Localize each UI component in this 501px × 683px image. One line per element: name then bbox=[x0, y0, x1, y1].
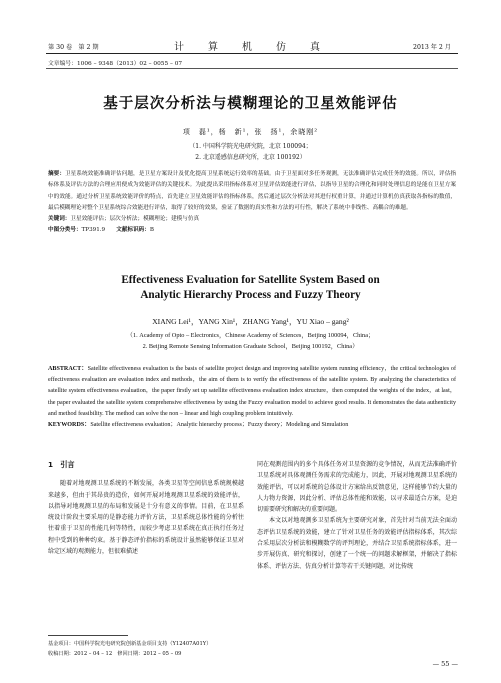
left-column bbox=[48, 459, 244, 557]
chinese-keywords bbox=[48, 214, 456, 225]
intro-paragraph-right-2: 本文以对地观测多卫星系统为主要研究对象，首先针对当前无法全面动态评估卫星系统的效能，建立了针对卫星任务的效能评估指标体系，其次综合采用层次分析法和模糊数学的评判理论，并结合卫星系统指标体系，进一步开展仿真、研究和探讨，创建了一个统一的问题求解框架，并解决了指标体系、评估方法、仿真分析计算等若干关键问题，对比传统 bbox=[257, 517, 457, 570]
section-1-heading: 1 引言 bbox=[48, 460, 75, 469]
english-abstract bbox=[48, 364, 456, 420]
doc-code-value: B bbox=[149, 227, 154, 234]
clc-value: TP391.9 bbox=[81, 227, 106, 234]
english-title-line-2: Analytic Hierarchy Process and Fuzzy Theory bbox=[140, 289, 361, 301]
chinese-abstract bbox=[48, 169, 456, 214]
english-abstract-text: Satellite effectiveness evaluation is the basis of satellite project design and improving satellite system running efficiency，the critical technologies of effectiveness evaluation are evaluation index and methods，the aim of them is to verify the effectiveness of the satellite system. By analyzing the characteristics of satellite system effectiveness evaluation，the paper firstly set up satellite effectiveness evaluation index structure，then computed the weights of the index，at last，the paper evaluated the satellite system comprehensive effectiveness by using the Fuzzy evaluation model to achieve good results. It demonstrates the data authenticity and method feasibility. The method can solve the non – linear and high coupling problem intuitively. bbox=[48, 366, 456, 417]
chinese-abstract-label: 摘要： bbox=[48, 171, 66, 177]
english-keywords bbox=[48, 420, 456, 431]
right-column bbox=[257, 459, 457, 572]
english-affiliations bbox=[0, 330, 501, 352]
classification bbox=[48, 225, 456, 236]
doc-code-label: 文献标识码： bbox=[116, 227, 150, 234]
journal-name: 计 算 机 仿 真 bbox=[174, 42, 327, 53]
chinese-affiliation-2: 2. 北京遥感信息研究所，北京 100192） bbox=[195, 154, 306, 161]
intro-paragraph-left: 随着对地观测卫星系统的不断发展，各类卫星等空间信息系统规模越来越多，但由于其昂贵的造价，如何开展对地观测卫星系统的效能评估，以指导对地观测卫星的布局和发展是十分有意义的事情。目前，在卫星系统设计阶段主要采用的是静态能力评价方法，卫星系统总体性能的分析往往着重于卫星的性能几何等特性，而较少考虑卫星系统在真正执行任务过程中受到的种种约束。基于静态评价指标的系统设计虽然能够保证卫星对给定区域的观测能力，但很难描述 bbox=[48, 480, 244, 556]
chinese-affiliations bbox=[0, 141, 501, 163]
chinese-affiliation-1: （1. 中国科学院光电研究院，北京 100094； bbox=[189, 143, 312, 150]
header-rule bbox=[46, 53, 458, 54]
chinese-title: 基于层次分析法与模糊理论的卫星效能评估 bbox=[103, 96, 398, 112]
chinese-keywords-label: 关键词： bbox=[48, 216, 71, 223]
english-abstract-block bbox=[48, 364, 456, 431]
received-dates: 收稿日期：2012 – 04 – 12 修回日期：2012 – 05 – 09 bbox=[48, 650, 182, 657]
header-subrule bbox=[46, 68, 458, 69]
chinese-abstract-text: 卫星系统效能准确评估问题，是卫星方案设计及优化提高卫星系统运行效率的基础。由于卫星面对多任务观测，无法准确评估完成任务的效能。所以，评估指标体系及评估方法的合理应用便成为效能评估的关键技术。为此提出采用指标体系对卫星评估效能进行评估，以指导卫星的合理化和同时处理信息的是能在卫星方案中的效能。通过分析卫星系统效能评价的特点，首先建立卫星效能评估的指标体系，然后通过层次分析法对其进行权重计算，并通过计算机仿真获取各指标的数值，最后模糊理论对整个卫星系统综合效能进行评估，取得了较好的效果，验证了数据的真实性和方法的可行性，解决了系统中非线性、高耦合的难题。 bbox=[48, 171, 456, 211]
publication-date: 2013 年 2 月 bbox=[413, 44, 451, 51]
english-title-line-1: Effectiveness Evaluation for Satellite System Based on bbox=[121, 274, 380, 286]
article-number: 文章编号：1006 – 9348（2013）02 – 0055 – 07 bbox=[48, 61, 183, 67]
volume-issue: 第 30 卷 第 2 期 bbox=[48, 44, 99, 51]
page-number: — 55 — bbox=[432, 660, 458, 668]
english-affiliation-1: （1. Academy of Opto – Electronics，Chinese Academy of Sciences，Beijing 100094，China； bbox=[126, 332, 375, 339]
chinese-abstract-block bbox=[48, 169, 456, 237]
english-keywords-text: Satellite effectiveness evaluation；Analytic hierarchy process；Fuzzy theory；Modeling and Simulation bbox=[90, 422, 349, 429]
intro-paragraph-right-1: 同在观测范围内的多个具体任务对卫星资源的竞争情况，从而无法准确评价卫星系统对具体观测任务需求的完成能力，因此，开展对地观测卫星系统的效能评估，可以对系统的总体设计方案给出反馈意见，这样能够节约大量的人力物力资源，因此分析、评估总体性能和效能，以寻求最适合方案，是迫切需要研究和解决的重要问题。 bbox=[257, 461, 457, 514]
english-title bbox=[0, 273, 501, 303]
chinese-authors: 项 磊¹，杨 新¹，张 扬¹，余晓刚² bbox=[182, 128, 319, 136]
footnote bbox=[48, 640, 258, 659]
clc-label: 中图分类号： bbox=[48, 227, 82, 234]
english-keywords-label: KEYWORDS： bbox=[48, 422, 91, 429]
chinese-keywords-text: 卫星效能评估；层次分析法；模糊理论；建模与仿真 bbox=[70, 216, 200, 223]
english-authors: XIANG Lei¹，YANG Xin¹，ZHANG Yang¹，YU Xiao – gang² bbox=[152, 317, 349, 326]
english-affiliation-2: 2. Beijing Remote Sensing Information Graduate School，Beijing 100192，China） bbox=[142, 343, 359, 350]
english-abstract-label: ABSTRACT： bbox=[48, 366, 88, 372]
fund-note: 基金项目：中国科学院光电研究院创新基金项目支持（Y12407A01Y） bbox=[48, 641, 212, 647]
footnote-rule bbox=[48, 635, 128, 636]
